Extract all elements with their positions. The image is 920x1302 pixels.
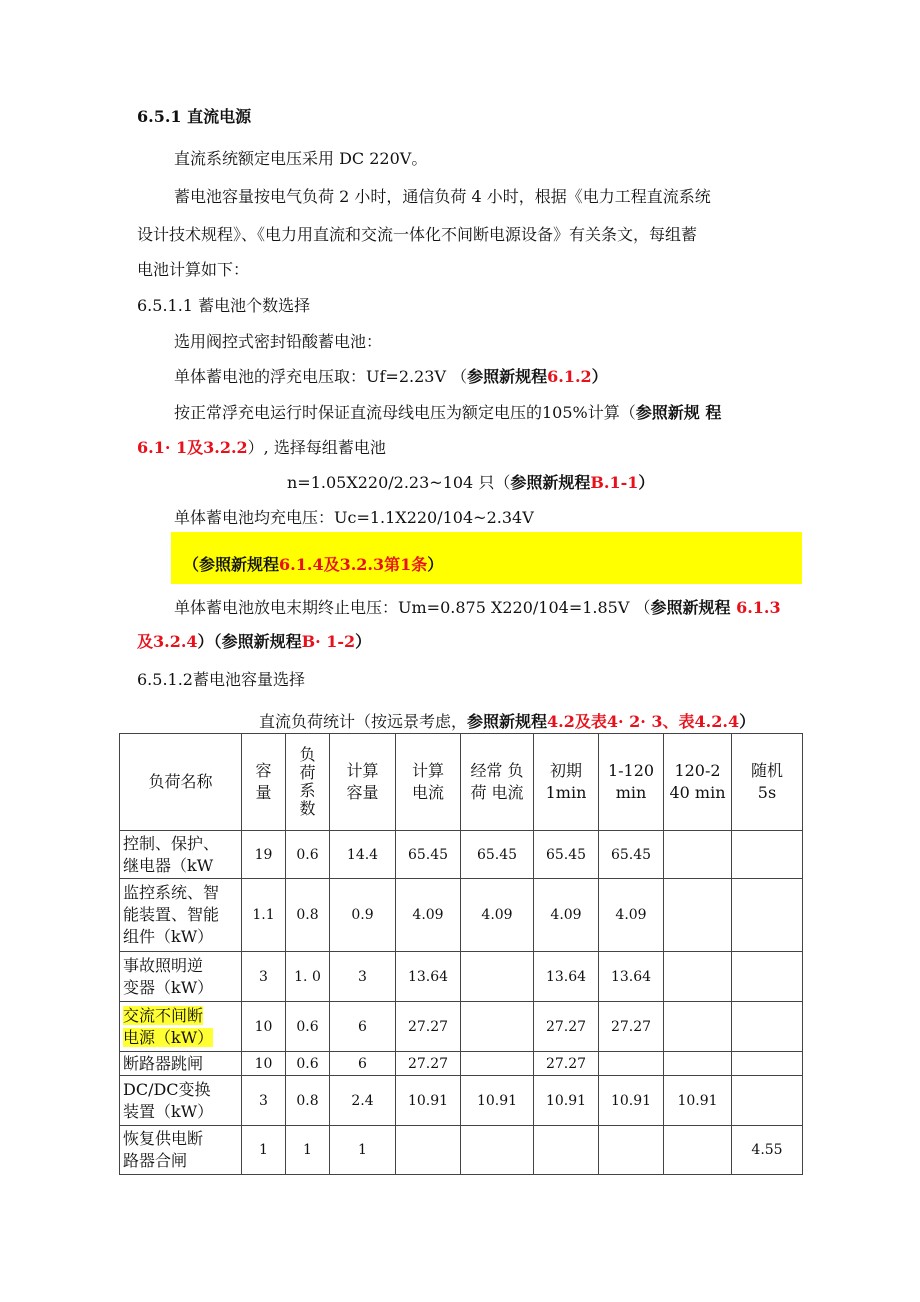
cell-t2 [664,1126,732,1175]
cell-t1 [599,1126,664,1175]
battery-count-line [287,472,654,494]
cell-init: 27.27 [534,1002,599,1052]
cell-cur: 13.64 [396,952,461,1002]
cell-t2 [664,879,732,952]
header-initial-1min: 初期 1min [534,734,599,831]
cell-reg: 65.45 [461,831,534,879]
bus-voltage-text-2: ）, 选择每组蓄电池 [247,438,386,457]
cell-t2: 10.91 [664,1076,732,1126]
highlight-ref-label: 参照新规程 [199,555,280,574]
section-heading-6-5-1-2: 6.5.1.2蓄电池容量选择 [137,670,305,689]
cell-rnd [732,952,803,1002]
cell-coef: 0.6 [286,1002,330,1052]
load-name-cell [120,879,242,952]
table-row [120,1126,803,1175]
cell-t2 [664,831,732,879]
load-name-cell [120,1002,242,1052]
end-voltage-ref-label: 参照新规程 [650,598,737,617]
cell-cap: 19 [242,831,286,879]
header-regular-current: 经常 负 荷 电流 [461,734,534,831]
cell-reg [461,952,534,1002]
equalize-voltage-text: 单体蓄电池均充电压：Uc=1.1X220/104~2.34V [174,508,534,527]
cell-t1: 27.27 [599,1002,664,1052]
load-name-cell [120,1126,242,1175]
load-name-part: 控制、保护、 [123,833,220,853]
table-row [120,831,803,879]
load-name-part: 变器（kW） [123,977,214,997]
cell-init: 65.45 [534,831,599,879]
cell-reg [461,1002,534,1052]
end-voltage-ref-number-2: 及3.2.4 [137,632,198,651]
end-voltage-ref-close: ） [355,632,372,651]
load-name-part: 装置（kW） [123,1101,214,1121]
cell-cap: 1.1 [242,879,286,952]
load-name-cell [120,1076,242,1126]
cell-rnd [732,1052,803,1076]
battery-count-ref-close: ） [638,473,655,492]
load-name-part: 组件（kW） [123,927,214,946]
cell-calc: 14.4 [330,831,396,879]
cell-cap: 10 [242,1052,286,1076]
cell-coef: 0.8 [286,879,330,952]
cell-cap: 3 [242,952,286,1002]
cell-cur [396,1126,461,1175]
header-1-120min: 1-120 min [599,734,664,831]
cell-t1: 65.45 [599,831,664,879]
load-name-part: 事故照明逆 [123,955,204,975]
cell-coef: 0.8 [286,1076,330,1126]
end-voltage-ref-label-2: 参照新规程 [221,632,302,651]
cell-calc: 6 [330,1002,396,1052]
cell-cap: 3 [242,1076,286,1126]
table-caption [259,709,755,732]
header-random-5s: 随机 5s [732,734,803,831]
header-name: 负荷名称 [120,734,242,831]
table-row [120,1076,803,1126]
cell-t1: 13.64 [599,952,664,1002]
highlight-ref-close: ） [427,555,444,574]
cell-cur: 10.91 [396,1076,461,1126]
cell-init: 27.27 [534,1052,599,1076]
end-voltage-line [174,597,781,619]
cell-rnd [732,1076,803,1126]
table-row [120,952,803,1002]
caption-ref-number: 4.2及表4· 2· 3、表4.2.4 [547,712,740,731]
cell-reg: 10.91 [461,1076,534,1126]
section-heading-6-5-1-1: 6.5.1.1 蓄电池个数选择 [137,296,311,315]
battery-count-ref-label: 参照新规程 [510,473,591,492]
cell-reg [461,1052,534,1076]
cell-rnd [732,831,803,879]
end-voltage-text: 单体蓄电池放电末期终止电压：Um=0.875 X220/104=1.85V （ [174,598,651,617]
cell-calc: 0.9 [330,879,396,952]
header-capacity: 容 量 [242,734,286,831]
load-name-cell [120,831,242,879]
valve-battery-text: 选用阀控式密封铅酸蓄电池： [174,332,383,351]
cell-init [534,1126,599,1175]
table-header-row [120,734,803,831]
highlight-ref-open: （ [183,555,200,574]
battery-count-ref-number: B.1-1 [590,473,639,492]
float-ref-close: ） [591,367,608,386]
cell-coef: 1. 0 [286,952,330,1002]
cell-coef: 1 [286,1126,330,1175]
header-coefficient: 负 荷 系 数 [286,734,330,831]
load-name-part: 路器合闸 [123,1151,188,1170]
cell-coef: 0.6 [286,1052,330,1076]
capacity-paragraph-line-1: 蓄电池容量按电气负荷 2 小时，通信负荷 4 小时，根据《电力工程直流系统 [174,187,711,206]
cell-reg [461,1126,534,1175]
float-ref-label: 参照新规程 [467,367,548,386]
bus-voltage-line-2 [137,437,386,459]
cell-t1: 4.09 [599,879,664,952]
table-row [120,879,803,952]
load-name-part: 交流不间断 [123,1005,204,1025]
cell-t1 [599,1052,664,1076]
cell-init: 4.09 [534,879,599,952]
rated-voltage-text: 直流系统额定电压采用 DC 220V。 [174,149,428,168]
table-row [120,1002,803,1052]
caption-ref-label: 参照新规程 [467,712,548,731]
cell-init: 13.64 [534,952,599,1002]
header-calc-current: 计算 电流 [396,734,461,831]
cell-t1: 10.91 [599,1076,664,1126]
load-name-part: 能装置、智能 [123,905,220,924]
cell-init: 10.91 [534,1076,599,1126]
dc-load-table [119,733,803,1175]
cell-t2 [664,1052,732,1076]
cell-t2 [664,952,732,1002]
cell-rnd [732,879,803,952]
cell-cur: 4.09 [396,879,461,952]
end-voltage-ref-number: 6.1.3 [736,598,781,617]
highlight-reference-line [183,554,443,576]
header-120-240min: 120-2 40 min [664,734,732,831]
cell-cur: 65.45 [396,831,461,879]
header-calc-capacity: 计算 容量 [330,734,396,831]
cell-t2 [664,1002,732,1052]
cell-cur: 27.27 [396,1002,461,1052]
cell-rnd [732,1002,803,1052]
cell-calc: 6 [330,1052,396,1076]
cell-calc: 1 [330,1126,396,1175]
highlight-ref-number: 6.1.4及3.2.3第1条 [279,555,428,574]
caption-ref-close: ） [739,712,756,731]
capacity-paragraph-line-2: 设计技术规程》、《电力用直流和交流一体化不间断电源设备》有关条文，每组蓄 [137,225,698,244]
load-name-cell [120,1052,242,1076]
cell-cur: 27.27 [396,1052,461,1076]
bus-voltage-ref-number: 6.1· 1及3.2.2 [137,438,248,457]
load-name-part: 继电器（kW [123,855,214,875]
float-ref-number: 6.1.2 [547,367,592,386]
caption-text: 直流负荷统计（按远景考虑， [259,712,468,731]
float-voltage-text: 单体蓄电池的浮充电压取：Uf=2.23V （ [174,367,468,386]
bus-voltage-text: 按正常浮充电运行时保证直流母线电压为额定电压的105%计算（ [174,403,636,422]
load-name-part: 监控系统、智 [123,883,220,902]
bus-voltage-line [174,402,721,424]
load-name-part: 断路器跳闸 [123,1053,204,1073]
cell-calc: 3 [330,952,396,1002]
cell-coef: 0.6 [286,831,330,879]
battery-count-formula: n=1.05X220/2.23~104 只（ [287,473,511,492]
cell-reg: 4.09 [461,879,534,952]
cell-cap: 10 [242,1002,286,1052]
load-name-part: 电源（kW） [123,1027,214,1047]
end-voltage-ref-sep: ）（ [197,632,222,651]
table-row [120,1052,803,1076]
cell-cap: 1 [242,1126,286,1175]
cell-calc: 2.4 [330,1076,396,1126]
load-name-part: DC/DC变换 [123,1079,211,1099]
section-heading-6-5-1: 6.5.1 直流电源 [137,107,252,126]
end-voltage-ref-number-3: B· 1-2 [301,632,356,651]
load-name-cell [120,952,242,1002]
cell-rnd: 4.55 [732,1126,803,1175]
float-voltage-line [174,366,608,388]
end-voltage-line-2 [137,631,371,653]
capacity-paragraph-line-3: 电池计算如下： [137,260,250,279]
load-name-part: 恢复供电断 [123,1129,204,1148]
bus-voltage-ref-label: 参照新规 程 [635,403,722,422]
